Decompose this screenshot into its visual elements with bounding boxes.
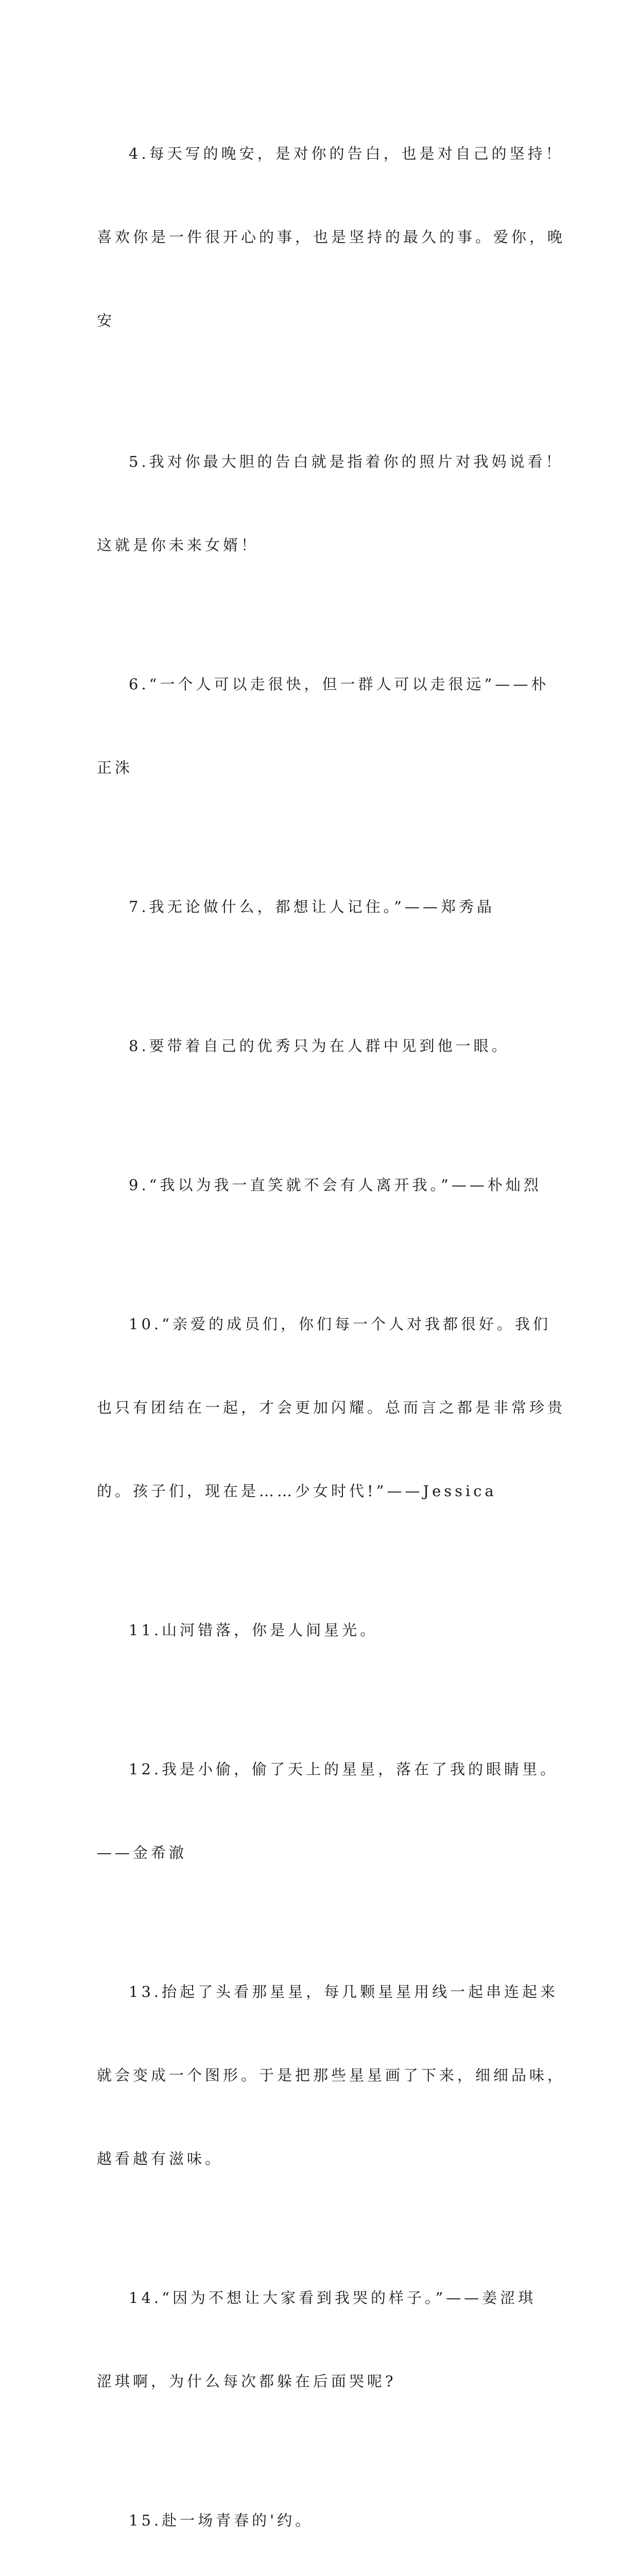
paragraph-14 xyxy=(97,2228,540,2451)
paragraph-line: 14.“因为不想让大家看到我哭的样子。”——姜涩琪 xyxy=(129,2289,537,2307)
paragraph-5 xyxy=(97,392,564,615)
paragraph-12 xyxy=(97,1700,559,1922)
paragraph-line: 15.赴一场青春的'约。 xyxy=(129,2512,314,2529)
paragraph-line: 8.要带着自己的优秀只为在人群中见到他一眼。 xyxy=(129,1037,510,1055)
paragraph-line: 12.我是小偷，偷了天上的星星，落在了我的眼睛里。 xyxy=(129,1760,559,1778)
paragraph-13 xyxy=(97,1922,566,2228)
paragraph-line: 喜欢你是一件很开心的事，也是坚持的最久的事。爱你，晚 xyxy=(97,228,566,246)
paragraph-line: 越看越有滋味。 xyxy=(97,2150,223,2167)
paragraph-line: 涩琪啊，为什么每次都躲在后面哭呢? xyxy=(97,2372,396,2390)
paragraph-line: 这就是你未来女婿！ xyxy=(97,536,260,554)
paragraph-line: ——金希澈 xyxy=(97,1844,187,1861)
paragraph-line: 就会变成一个图形。于是把那些星星画了下来，细细品味， xyxy=(97,2066,566,2084)
document-body xyxy=(97,84,566,2576)
paragraph-line: 11.山河错落，你是人间星光。 xyxy=(129,1621,378,1639)
paragraph-line: 4.每天写的晚安，是对你的告白，也是对自己的坚持！ xyxy=(129,145,564,162)
paragraph-8 xyxy=(97,976,540,1115)
paragraph-line: 的。孩子们，现在是……少女时代!”——Jessica xyxy=(97,1482,497,1500)
paragraph-9 xyxy=(97,1115,540,1255)
paragraph-line: 13.抬起了头看那星星，每几颗星星用线一起串连起来 xyxy=(129,1983,559,2001)
paragraph-line: 10.“亲爱的成员们，你们每一个人对我都很好。我们 xyxy=(129,1315,551,1333)
paragraph-line: 也只有团结在一起，才会更加闪耀。总而言之都是非常珍贵 xyxy=(97,1399,566,1416)
paragraph-15 xyxy=(97,2451,540,2576)
paragraph-10 xyxy=(97,1255,566,1561)
paragraph-line: 5.我对你最大胆的告白就是指着你的照片对我妈说看！ xyxy=(129,453,564,470)
paragraph-line: 正洙 xyxy=(97,759,133,776)
paragraph-11 xyxy=(97,1561,540,1700)
paragraph-line: 9.“我以为我一直笑就不会有人离开我。”——朴灿烈 xyxy=(129,1176,542,1194)
paragraph-line: 7.我无论做什么，都想让人记住。”——郑秀晶 xyxy=(129,898,495,916)
paragraph-7 xyxy=(97,837,540,976)
paragraph-6 xyxy=(97,615,549,837)
paragraph-line: 6.“一个人可以走很快，但一群人可以走很远”——朴 xyxy=(129,675,549,693)
paragraph-line: 安 xyxy=(97,312,115,329)
paragraph-4 xyxy=(97,84,566,390)
